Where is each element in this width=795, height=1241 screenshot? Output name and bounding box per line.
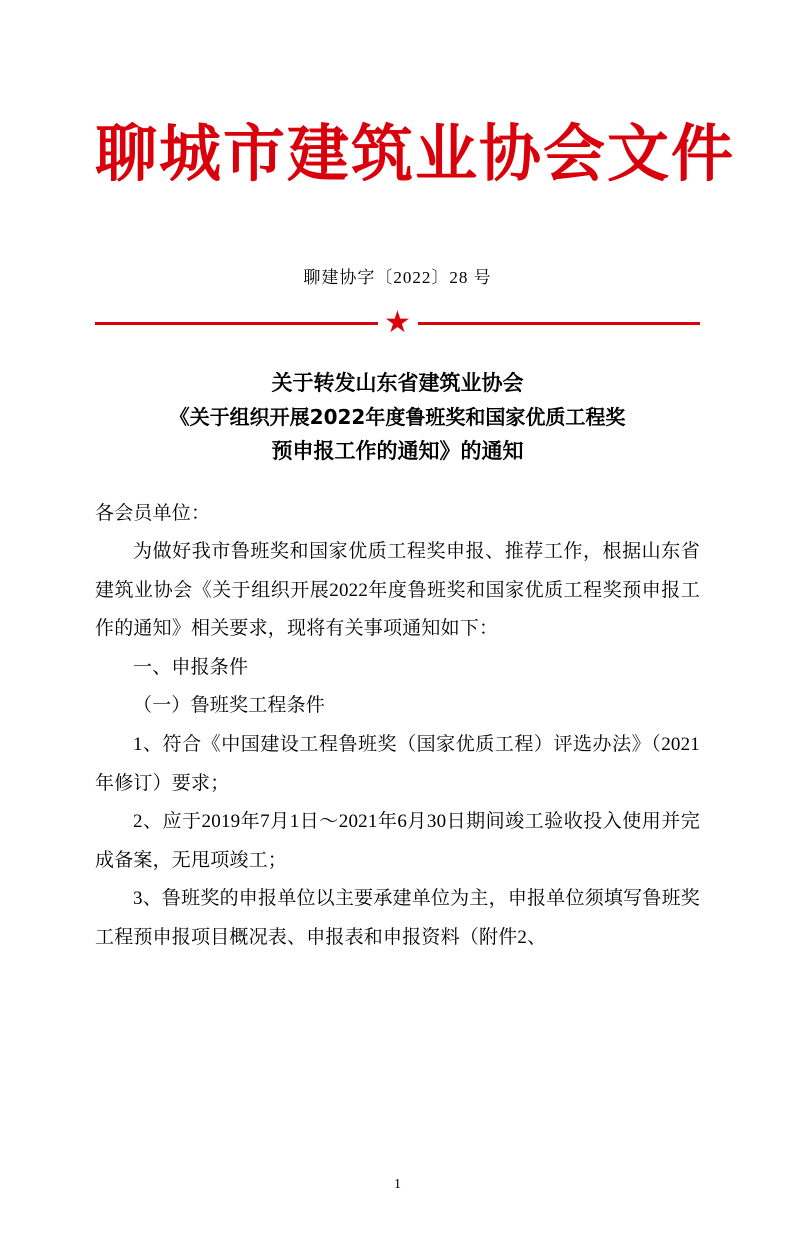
page-title: [95, 366, 700, 468]
paragraph-subsection-1: （一）鲁班奖工程条件: [133, 695, 326, 717]
red-star-icon: ★: [378, 308, 418, 338]
paragraph-item-3: 3、鲁班奖的申报单位以主要承建单位为主，申报单位须填写鲁班奖工程预申报项目概况表、申报表和申报资料（附件2、: [95, 888, 700, 948]
paragraph-intro: 为做好我市鲁班奖和国家优质工程奖申报、推荐工作，根据山东省建筑业协会《关于组织开展2022年度鲁班奖和国家优质工程奖预申报工作的通知》相关要求，现将有关事项通知如下：: [95, 541, 700, 640]
paragraph-section-1: 一、申报条件: [133, 656, 249, 678]
paragraph-salutation: 各会员单位：: [95, 502, 211, 524]
title-line-3: 预申报工作的通知》的通知: [271, 438, 524, 463]
document-page: [0, 118, 795, 1241]
document-body: [95, 495, 700, 958]
title-line-2: 《关于组织开展2022年度鲁班奖和国家优质工程奖: [169, 404, 626, 429]
masthead-title: 聊城市建筑业协会文件: [95, 117, 736, 190]
document-number: 聊建协字〔2022〕28 号: [303, 268, 492, 288]
page-number: 1: [394, 1177, 401, 1192]
paragraph-item-2: 2、应于2019年7月1日～2021年6月30日期间竣工验收投入使用并完成备案，无甩项竣工；: [95, 811, 700, 871]
red-divider: [95, 306, 700, 340]
paragraph-item-1: 1、符合《中国建设工程鲁班奖（国家优质工程）评选办法》（2021年修订）要求；: [95, 733, 700, 794]
title-line-1: 关于转发山东省建筑业协会: [271, 371, 524, 396]
